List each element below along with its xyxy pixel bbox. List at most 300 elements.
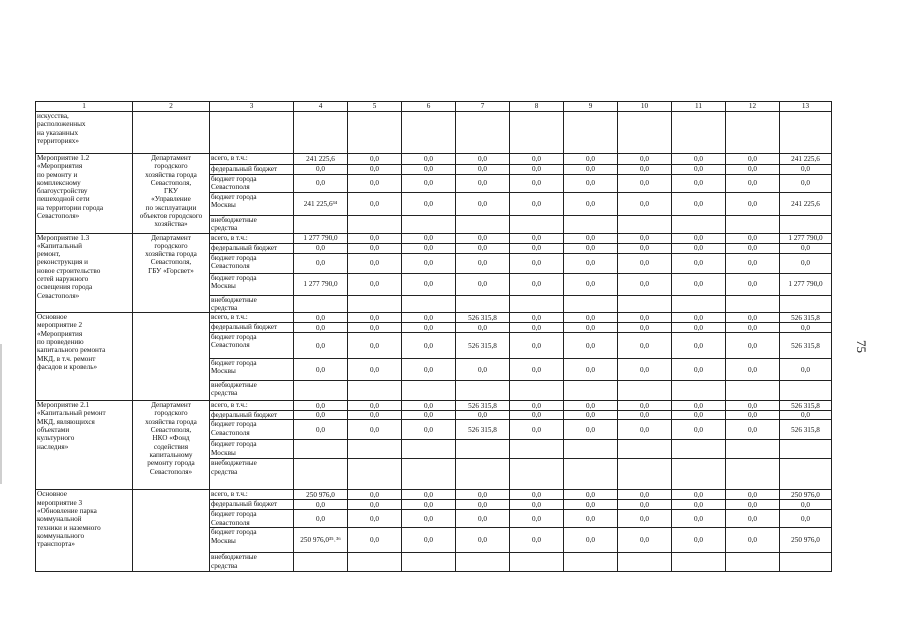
amount-cell — [456, 295, 510, 313]
amount-cell — [726, 295, 780, 313]
amount-cell: 0,0 — [510, 420, 564, 440]
header-row — [36, 102, 832, 112]
amount-cell — [564, 295, 618, 313]
amount-cell: 0,0 — [456, 175, 510, 193]
amount-cell — [672, 381, 726, 401]
amount-cell: 526 315,8 — [456, 313, 510, 323]
amount-cell: 526 315,8 — [780, 333, 832, 359]
amount-cell: 0,0 — [618, 243, 672, 253]
funding-source-cell: бюджет города Москвы — [210, 359, 294, 381]
measure-name-cell: Основное мероприятие 3 «Обновление парка коммунальной техники и наземного коммунального транспорта» — [36, 490, 133, 572]
amount-cell: 0,0 — [294, 401, 348, 411]
amount-cell: 0,0 — [672, 528, 726, 553]
amount-cell: 0,0 — [510, 490, 564, 500]
amount-cell: 0,0 — [672, 490, 726, 500]
amount-cell: 0,0 — [672, 253, 726, 273]
amount-cell: 0,0 — [672, 313, 726, 323]
amount-cell: 0,0 — [618, 528, 672, 553]
amount-cell: 0,0 — [294, 165, 348, 175]
amount-cell: 0,0 — [348, 323, 402, 333]
amount-cell: 0,0 — [726, 333, 780, 359]
amount-cell — [402, 112, 456, 154]
executor-cell: Департамент городского хозяйства города Севастополя, ГБУ «Горсвет» — [133, 233, 210, 313]
amount-cell: 0,0 — [348, 359, 402, 381]
amount-cell — [672, 440, 726, 459]
amount-cell: 0,0 — [726, 359, 780, 381]
amount-cell: 0,0 — [672, 233, 726, 243]
amount-cell: 0,0 — [456, 510, 510, 528]
amount-cell: 1 277 790,0 — [780, 273, 832, 295]
amount-cell: 0,0 — [348, 313, 402, 323]
amount-cell — [456, 381, 510, 401]
amount-cell — [780, 553, 832, 572]
amount-cell: 0,0 — [348, 500, 402, 510]
amount-cell — [780, 295, 832, 313]
funding-source-cell: всего, в т.ч.: — [210, 490, 294, 500]
amount-cell: 0,0 — [402, 359, 456, 381]
amount-cell: 250 976,0 — [780, 490, 832, 500]
amount-cell: 0,0 — [564, 420, 618, 440]
amount-cell — [456, 440, 510, 459]
column-header: 5 — [348, 102, 402, 112]
amount-cell — [780, 440, 832, 459]
amount-cell: 241 225,6 — [780, 193, 832, 216]
amount-cell: 0,0 — [780, 411, 832, 420]
amount-cell — [294, 112, 348, 154]
amount-cell: 0,0 — [672, 333, 726, 359]
amount-cell — [294, 440, 348, 459]
amount-cell: 0,0 — [672, 401, 726, 411]
amount-cell: 1 277 790,0 — [294, 273, 348, 295]
amount-cell: 0,0 — [672, 175, 726, 193]
amount-cell — [564, 553, 618, 572]
amount-cell — [348, 553, 402, 572]
amount-cell: 0,0 — [780, 510, 832, 528]
column-header: 3 — [210, 102, 294, 112]
amount-cell: 0,0 — [510, 401, 564, 411]
amount-cell: 0,0 — [294, 313, 348, 323]
amount-cell — [672, 216, 726, 234]
amount-cell — [564, 440, 618, 459]
budget-table — [35, 101, 832, 572]
amount-cell: 0,0 — [456, 500, 510, 510]
amount-cell: 0,0 — [564, 253, 618, 273]
amount-cell: 0,0 — [348, 273, 402, 295]
amount-cell: 0,0 — [456, 154, 510, 165]
amount-cell: 0,0 — [780, 243, 832, 253]
amount-cell: 0,0 — [294, 420, 348, 440]
amount-cell: 0,0 — [672, 500, 726, 510]
amount-cell: 0,0 — [672, 243, 726, 253]
amount-cell — [564, 216, 618, 234]
amount-cell — [402, 216, 456, 234]
amount-cell — [564, 112, 618, 154]
amount-cell: 0,0 — [348, 528, 402, 553]
amount-cell: 0,0 — [618, 420, 672, 440]
column-header: 1 — [36, 102, 133, 112]
amount-cell: 0,0 — [564, 333, 618, 359]
amount-cell: 0,0 — [348, 243, 402, 253]
amount-cell — [780, 381, 832, 401]
amount-cell: 0,0 — [456, 243, 510, 253]
amount-cell: 526 315,8 — [780, 420, 832, 440]
funding-source-cell: бюджет города Севастополя — [210, 333, 294, 359]
amount-cell — [510, 216, 564, 234]
funding-source-cell: всего, в т.ч.: — [210, 313, 294, 323]
funding-source-cell: бюджет города Севастополя — [210, 510, 294, 528]
amount-cell: 0,0 — [402, 528, 456, 553]
amount-cell: 250 976,0 — [780, 528, 832, 553]
amount-cell: 0,0 — [510, 193, 564, 216]
amount-cell: 0,0 — [510, 273, 564, 295]
amount-cell: 0,0 — [348, 420, 402, 440]
amount-cell: 0,0 — [564, 233, 618, 243]
amount-cell: 526 315,8 — [456, 420, 510, 440]
amount-cell: 0,0 — [564, 273, 618, 295]
amount-cell: 0,0 — [510, 154, 564, 165]
amount-cell — [294, 216, 348, 234]
amount-cell: 0,0 — [672, 411, 726, 420]
executor-cell — [133, 313, 210, 401]
amount-cell: 0,0 — [618, 323, 672, 333]
amount-cell: 0,0 — [780, 165, 832, 175]
amount-cell — [618, 459, 672, 490]
amount-cell: 0,0 — [402, 175, 456, 193]
funding-source-cell: федеральный бюджет — [210, 411, 294, 420]
table-row — [36, 154, 832, 165]
scan-edge-mark — [0, 344, 2, 484]
funding-source-cell: федеральный бюджет — [210, 323, 294, 333]
amount-cell: 0,0 — [564, 401, 618, 411]
amount-cell: 0,0 — [618, 193, 672, 216]
funding-source-cell: всего, в т.ч.: — [210, 401, 294, 411]
amount-cell — [726, 381, 780, 401]
measure-name-cell: Мероприятие 2.1 «Капитальный ремонт МКД, являющихся объектами культурного наследия» — [36, 401, 133, 490]
amount-cell: 0,0 — [618, 313, 672, 323]
amount-cell: 0,0 — [456, 490, 510, 500]
amount-cell: 0,0 — [618, 333, 672, 359]
amount-cell: 0,0 — [564, 500, 618, 510]
amount-cell: 0,0 — [510, 165, 564, 175]
amount-cell: 526 315,8 — [456, 401, 510, 411]
amount-cell: 0,0 — [726, 313, 780, 323]
measure-name-cell: искусства, расположенных на указанных территориях» — [36, 112, 133, 154]
column-header: 8 — [510, 102, 564, 112]
amount-cell: 1 277 790,0 — [780, 233, 832, 243]
amount-cell: 0,0 — [402, 401, 456, 411]
column-header: 12 — [726, 102, 780, 112]
amount-cell: 0,0 — [402, 333, 456, 359]
measure-name-cell: Мероприятие 1.2 «Мероприятия по ремонту и комплексному благоустройству пешеходной сети на территории города Севастополя» — [36, 154, 133, 234]
funding-source-cell: внебюджетные средства — [210, 381, 294, 401]
amount-cell: 0,0 — [294, 175, 348, 193]
funding-source-cell: внебюджетные средства — [210, 553, 294, 572]
amount-cell — [456, 112, 510, 154]
amount-cell: 0,0 — [672, 193, 726, 216]
amount-cell: 0,0 — [294, 253, 348, 273]
amount-cell — [726, 459, 780, 490]
amount-cell: 0,0 — [456, 273, 510, 295]
amount-cell: 0,0 — [348, 233, 402, 243]
amount-cell: 0,0 — [456, 411, 510, 420]
column-header: 11 — [672, 102, 726, 112]
amount-cell — [294, 295, 348, 313]
amount-cell — [618, 112, 672, 154]
amount-cell — [456, 216, 510, 234]
amount-cell: 0,0 — [672, 510, 726, 528]
amount-cell — [672, 112, 726, 154]
table-row — [36, 401, 832, 411]
amount-cell: 0,0 — [726, 510, 780, 528]
funding-source-cell: внебюджетные средства — [210, 459, 294, 490]
amount-cell — [294, 459, 348, 490]
amount-cell — [294, 381, 348, 401]
column-header: 13 — [780, 102, 832, 112]
amount-cell — [564, 381, 618, 401]
amount-cell: 0,0 — [402, 193, 456, 216]
amount-cell: 0,0 — [294, 500, 348, 510]
amount-cell: 250 976,0 — [294, 490, 348, 500]
amount-cell: 0,0 — [564, 154, 618, 165]
amount-cell: 0,0 — [618, 500, 672, 510]
amount-cell: 0,0 — [510, 500, 564, 510]
executor-cell — [133, 112, 210, 154]
executor-cell: Департамент городского хозяйства города Севастополя, ГКУ «Управление по эксплуатации объектов городского хозяйства» — [133, 154, 210, 234]
amount-cell: 0,0 — [564, 175, 618, 193]
funding-source-cell: бюджет города Москвы — [210, 273, 294, 295]
amount-cell: 0,0 — [726, 500, 780, 510]
amount-cell: 0,0 — [564, 490, 618, 500]
funding-source-cell — [210, 112, 294, 154]
amount-cell: 1 277 790,0 — [294, 233, 348, 243]
amount-cell: 0,0 — [348, 154, 402, 165]
amount-cell: 526 315,8 — [456, 333, 510, 359]
amount-cell: 0,0 — [726, 490, 780, 500]
amount-cell: 0,0 — [618, 273, 672, 295]
amount-cell: 0,0 — [726, 420, 780, 440]
amount-cell: 0,0 — [618, 253, 672, 273]
amount-cell: 0,0 — [564, 411, 618, 420]
amount-cell: 0,0 — [726, 193, 780, 216]
amount-cell: 0,0 — [672, 420, 726, 440]
amount-cell — [456, 553, 510, 572]
amount-cell: 0,0 — [402, 233, 456, 243]
amount-cell: 0,0 — [294, 243, 348, 253]
amount-cell: 0,0 — [348, 510, 402, 528]
funding-source-cell: внебюджетные средства — [210, 295, 294, 313]
amount-cell: 0,0 — [402, 253, 456, 273]
table-row — [36, 313, 832, 323]
amount-cell: 0,0 — [348, 193, 402, 216]
funding-source-cell: бюджет города Москвы — [210, 440, 294, 459]
amount-cell: 0,0 — [510, 411, 564, 420]
funding-source-cell: внебюджетные средства — [210, 216, 294, 234]
amount-cell: 0,0 — [780, 323, 832, 333]
amount-cell: 0,0 — [456, 323, 510, 333]
amount-cell: 0,0 — [402, 273, 456, 295]
amount-cell: 0,0 — [402, 165, 456, 175]
funding-source-cell: бюджет города Севастополя — [210, 420, 294, 440]
amount-cell: 0,0 — [726, 411, 780, 420]
funding-source-cell: федеральный бюджет — [210, 243, 294, 253]
amount-cell — [510, 112, 564, 154]
amount-cell: 0,0 — [348, 165, 402, 175]
amount-cell — [726, 112, 780, 154]
amount-cell: 0,0 — [294, 411, 348, 420]
amount-cell: 0,0 — [564, 528, 618, 553]
amount-cell — [402, 295, 456, 313]
column-header: 7 — [456, 102, 510, 112]
amount-cell: 241 225,6³⁴ — [294, 193, 348, 216]
amount-cell: 0,0 — [618, 401, 672, 411]
amount-cell: 526 315,8 — [780, 401, 832, 411]
amount-cell — [402, 459, 456, 490]
amount-cell — [780, 112, 832, 154]
amount-cell: 0,0 — [402, 323, 456, 333]
amount-cell: 0,0 — [402, 490, 456, 500]
amount-cell — [510, 381, 564, 401]
amount-cell: 0,0 — [618, 359, 672, 381]
amount-cell: 0,0 — [510, 253, 564, 273]
amount-cell: 0,0 — [402, 313, 456, 323]
column-header: 2 — [133, 102, 210, 112]
amount-cell: 0,0 — [564, 165, 618, 175]
amount-cell: 0,0 — [348, 411, 402, 420]
amount-cell: 0,0 — [456, 165, 510, 175]
amount-cell: 0,0 — [348, 175, 402, 193]
table-row — [36, 233, 832, 243]
amount-cell — [618, 381, 672, 401]
column-header: 6 — [402, 102, 456, 112]
column-header: 10 — [618, 102, 672, 112]
amount-cell: 0,0 — [510, 313, 564, 323]
amount-cell: 0,0 — [510, 243, 564, 253]
amount-cell: 0,0 — [456, 193, 510, 216]
amount-cell: 0,0 — [402, 411, 456, 420]
amount-cell — [672, 553, 726, 572]
executor-cell: Департамент городского хозяйства города Севастополя, НКО «Фонд содействия капитальному ремонту города Севастополя» — [133, 401, 210, 490]
amount-cell: 0,0 — [456, 233, 510, 243]
funding-source-cell: бюджет города Москвы — [210, 193, 294, 216]
amount-cell: 0,0 — [618, 154, 672, 165]
amount-cell: 0,0 — [564, 243, 618, 253]
funding-source-cell: бюджет города Севастополя — [210, 175, 294, 193]
amount-cell — [402, 440, 456, 459]
amount-cell: 0,0 — [402, 500, 456, 510]
funding-source-cell: всего, в т.ч.: — [210, 154, 294, 165]
amount-cell: 0,0 — [348, 333, 402, 359]
amount-cell: 0,0 — [348, 401, 402, 411]
amount-cell — [510, 553, 564, 572]
amount-cell — [726, 440, 780, 459]
amount-cell — [348, 381, 402, 401]
amount-cell: 0,0 — [402, 154, 456, 165]
amount-cell — [510, 295, 564, 313]
column-header: 9 — [564, 102, 618, 112]
amount-cell: 0,0 — [780, 359, 832, 381]
amount-cell: 0,0 — [726, 528, 780, 553]
amount-cell: 0,0 — [348, 253, 402, 273]
amount-cell: 0,0 — [672, 323, 726, 333]
amount-cell: 0,0 — [672, 359, 726, 381]
amount-cell: 0,0 — [564, 359, 618, 381]
amount-cell: 0,0 — [780, 253, 832, 273]
table-row — [36, 490, 832, 500]
amount-cell: 0,0 — [294, 323, 348, 333]
amount-cell: 0,0 — [510, 528, 564, 553]
amount-cell: 0,0 — [510, 323, 564, 333]
amount-cell — [348, 295, 402, 313]
amount-cell: 0,0 — [456, 528, 510, 553]
amount-cell — [402, 553, 456, 572]
measure-name-cell: Основное мероприятие 2 «Мероприятия по проведению капитального ремонта МКД, в т.ч. ремонт фасадов и кровель» — [36, 313, 133, 401]
amount-cell: 250 976,0³⁵˒³⁶ — [294, 528, 348, 553]
amount-cell: 0,0 — [726, 233, 780, 243]
amount-cell: 0,0 — [726, 175, 780, 193]
amount-cell: 0,0 — [672, 165, 726, 175]
amount-cell: 0,0 — [294, 333, 348, 359]
amount-cell — [672, 459, 726, 490]
amount-cell: 0,0 — [402, 510, 456, 528]
amount-cell — [348, 440, 402, 459]
table-row — [36, 112, 832, 154]
amount-cell: 0,0 — [456, 253, 510, 273]
amount-cell — [618, 216, 672, 234]
amount-cell — [348, 112, 402, 154]
amount-cell — [564, 459, 618, 490]
amount-cell: 0,0 — [564, 193, 618, 216]
funding-source-cell: всего, в т.ч.: — [210, 233, 294, 243]
funding-source-cell: бюджет города Москвы — [210, 528, 294, 553]
amount-cell: 526 315,8 — [780, 313, 832, 323]
amount-cell: 0,0 — [510, 333, 564, 359]
amount-cell — [726, 553, 780, 572]
amount-cell: 0,0 — [726, 323, 780, 333]
amount-cell: 0,0 — [402, 243, 456, 253]
funding-source-cell: федеральный бюджет — [210, 500, 294, 510]
amount-cell: 0,0 — [618, 490, 672, 500]
amount-cell: 0,0 — [564, 323, 618, 333]
amount-cell: 0,0 — [672, 154, 726, 165]
amount-cell: 0,0 — [618, 510, 672, 528]
amount-cell: 0,0 — [510, 175, 564, 193]
amount-cell: 0,0 — [726, 401, 780, 411]
funding-source-cell: бюджет города Севастополя — [210, 253, 294, 273]
amount-cell — [510, 459, 564, 490]
amount-cell: 0,0 — [618, 175, 672, 193]
amount-cell — [294, 553, 348, 572]
amount-cell: 0,0 — [672, 273, 726, 295]
amount-cell: 0,0 — [618, 165, 672, 175]
amount-cell — [618, 440, 672, 459]
amount-cell: 0,0 — [348, 490, 402, 500]
executor-cell — [133, 490, 210, 572]
amount-cell: 0,0 — [726, 273, 780, 295]
amount-cell — [618, 553, 672, 572]
amount-cell — [402, 381, 456, 401]
amount-cell: 0,0 — [726, 253, 780, 273]
amount-cell — [456, 459, 510, 490]
amount-cell — [672, 295, 726, 313]
amount-cell: 0,0 — [726, 243, 780, 253]
measure-name-cell: Мероприятие 1.3 «Капитальный ремонт, реконструкция и новое строительство сетей наружного освещения города Севастополя» — [36, 233, 133, 313]
amount-cell: 0,0 — [780, 175, 832, 193]
amount-cell: 0,0 — [618, 233, 672, 243]
amount-cell: 0,0 — [510, 359, 564, 381]
amount-cell — [348, 459, 402, 490]
amount-cell — [510, 440, 564, 459]
amount-cell: 0,0 — [564, 510, 618, 528]
